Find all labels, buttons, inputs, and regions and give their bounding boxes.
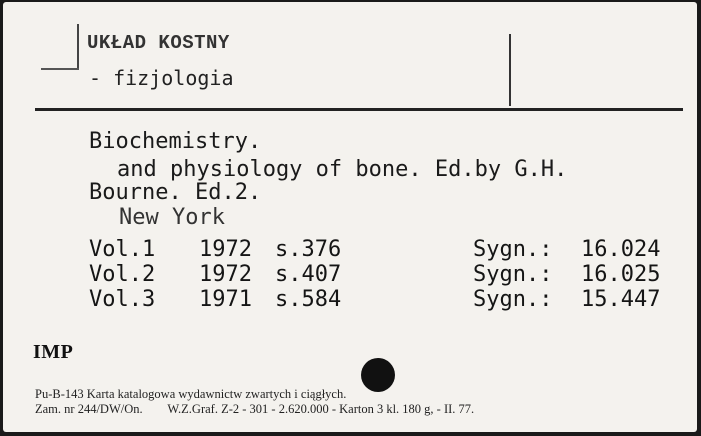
stamp-label: IMP <box>33 341 74 363</box>
holding-pages: s.407 <box>275 262 342 287</box>
catalog-card <box>3 2 697 432</box>
holding-year: 1972 <box>199 237 252 262</box>
record-place-line: New York <box>119 205 225 230</box>
record-title-line: Biochemistry. <box>89 129 262 154</box>
holding-year: 1972 <box>199 262 252 287</box>
holding-pages: s.584 <box>275 287 342 312</box>
holding-call-number: 16.024 <box>581 237 661 262</box>
footer-form-line: Pu-B-143 Karta katalogowa wydawnictw zwartych i ciągłych. <box>35 387 347 401</box>
holding-volume: Vol.2 <box>89 262 156 287</box>
footer-print-line: Zam. nr 244/DW/On. W.Z.Graf. Z-2 - 301 - 2.620.000 - Karton 3 kl. 180 g, - II. 77. <box>35 402 475 416</box>
holding-sygn-label: Sygn.: <box>473 237 553 262</box>
holding-call-number: 16.025 <box>581 262 661 287</box>
holding-call-number: 15.447 <box>581 287 661 312</box>
subject-subheading: - fizjologia <box>89 66 234 90</box>
subject-heading: UKŁAD KOSTNY <box>87 32 230 54</box>
holding-pages: s.376 <box>275 237 342 262</box>
record-edition-line: Bourne. Ed.2. <box>89 180 262 205</box>
header-left-vertical-rule <box>77 24 79 70</box>
holding-year: 1971 <box>199 287 252 312</box>
record-description-line: and physiology of bone. Ed.by G.H. <box>117 157 568 182</box>
holding-sygn-label: Sygn.: <box>473 262 553 287</box>
holding-volume: Vol.1 <box>89 237 156 262</box>
header-left-horizontal-rule <box>41 68 79 70</box>
header-right-vertical-rule <box>509 34 511 106</box>
punch-hole <box>361 358 395 392</box>
holding-sygn-label: Sygn.: <box>473 287 553 312</box>
header-divider <box>35 108 683 111</box>
holding-volume: Vol.3 <box>89 287 156 312</box>
